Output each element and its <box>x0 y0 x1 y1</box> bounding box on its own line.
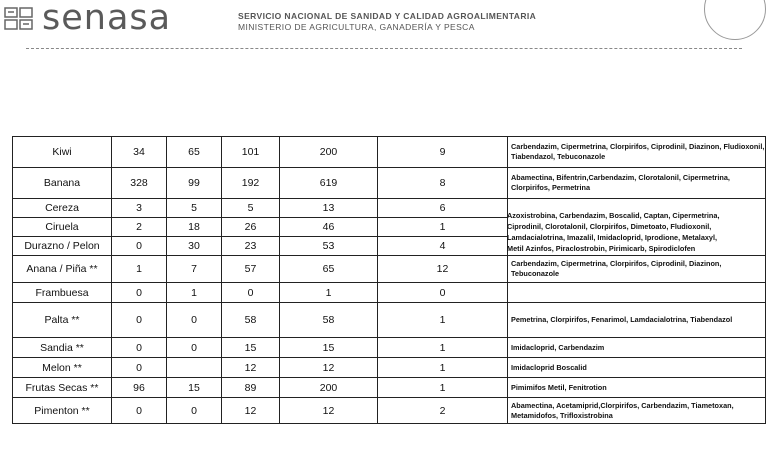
count-cell: 57 <box>222 256 280 283</box>
actives-count-cell: 9 <box>378 137 508 168</box>
total-cell: 12 <box>280 358 378 378</box>
actives-count-cell: 1 <box>378 378 508 398</box>
merged-actives-line: Metil Azinfos, Piraclostrobin, Pirimicarb, Spirodiclofen <box>507 244 696 253</box>
actives-count-cell: 12 <box>378 256 508 283</box>
actives-cell: Imidacloprid, Carbendazim <box>508 338 766 358</box>
agency-line-1: SERVICIO NACIONAL DE SANIDAD Y CALIDAD AGROALIMENTARIA <box>238 11 537 21</box>
merged-actives-line: Ciprodinil, Clorotalonil, Clorpirifos, Dimetoato, Fludioxonil, <box>507 222 712 231</box>
table-row <box>13 398 766 424</box>
count-cell: 192 <box>222 168 280 199</box>
count-cell: 34 <box>112 137 167 168</box>
actives-count-cell: 1 <box>378 218 508 237</box>
total-cell: 619 <box>280 168 378 199</box>
merged-actives-line: Lamdacialotrina, Imazalil, Imidacloprid, Iprodione, Metalaxyl, <box>507 233 718 242</box>
total-cell: 1 <box>280 283 378 303</box>
count-cell: 0 <box>112 237 167 256</box>
actives-cell: Carbendazim, Cipermetrina, Clorpirifos, Ciprodinil, Diazinon, Tebuconazole <box>508 256 766 283</box>
fruit-cell: Frambuesa <box>13 283 112 303</box>
count-cell: 96 <box>112 378 167 398</box>
fruit-cell: Anana / Piña ** <box>13 256 112 283</box>
total-cell: 53 <box>280 237 378 256</box>
page-header <box>0 0 770 60</box>
count-cell: 1 <box>167 283 222 303</box>
total-cell: 58 <box>280 303 378 338</box>
count-cell: 26 <box>222 218 280 237</box>
actives-count-cell: 1 <box>378 358 508 378</box>
count-cell: 99 <box>167 168 222 199</box>
actives-cell: Imidacloprid Boscalid <box>508 358 766 378</box>
table-row <box>13 137 766 168</box>
count-cell: 1 <box>112 256 167 283</box>
actives-cell: Pemetrina, Clorpirifos, Fenarimol, Lamdacialotrina, Tiabendazol <box>508 303 766 338</box>
count-cell: 0 <box>112 358 167 378</box>
actives-count-cell: 0 <box>378 283 508 303</box>
count-cell: 65 <box>167 137 222 168</box>
actives-count-cell: 2 <box>378 398 508 424</box>
count-cell: 0 <box>167 338 222 358</box>
table-row <box>13 168 766 199</box>
stamp-seal-icon <box>704 0 766 40</box>
count-cell: 15 <box>222 338 280 358</box>
agency-line-2: MINISTERIO DE AGRICULTURA, GANADERÍA Y PESCA <box>238 22 475 32</box>
fruit-cell: Sandia ** <box>13 338 112 358</box>
count-cell: 89 <box>222 378 280 398</box>
fruit-cell: Melon ** <box>13 358 112 378</box>
fruit-cell: Kiwi <box>13 137 112 168</box>
count-cell: 0 <box>222 283 280 303</box>
agency-name <box>238 11 536 33</box>
total-cell: 13 <box>280 199 378 218</box>
actives-cell: Pimimifos Metil, Fenitrotion <box>508 378 766 398</box>
count-cell: 30 <box>167 237 222 256</box>
header-divider <box>26 48 742 49</box>
count-cell: 58 <box>222 303 280 338</box>
count-cell: 12 <box>222 398 280 424</box>
actives-count-cell: 6 <box>378 199 508 218</box>
count-cell: 5 <box>167 199 222 218</box>
total-cell: 15 <box>280 338 378 358</box>
count-cell: 3 <box>112 199 167 218</box>
count-cell: 0 <box>112 303 167 338</box>
count-cell: 5 <box>222 199 280 218</box>
count-cell: 2 <box>112 218 167 237</box>
total-cell: 46 <box>280 218 378 237</box>
count-cell: 15 <box>167 378 222 398</box>
actives-cell: Abamectina, Acetamiprid,Clorpirifos, Carbendazim, Tiametoxan, Metamidofos, Trifloxistrobina <box>508 398 766 424</box>
total-cell: 200 <box>280 137 378 168</box>
total-cell: 200 <box>280 378 378 398</box>
count-cell: 0 <box>112 338 167 358</box>
actives-count-cell: 4 <box>378 237 508 256</box>
actives-count-cell: 1 <box>378 303 508 338</box>
merged-actives-line: Azoxistrobina, Carbendazim, Boscalid, Captan, Cipermetrina, <box>507 211 720 220</box>
actives-cell <box>508 283 766 303</box>
total-cell: 12 <box>280 398 378 424</box>
table-row <box>13 378 766 398</box>
fruit-cell: Cereza <box>13 199 112 218</box>
count-cell: 12 <box>222 358 280 378</box>
count-cell <box>167 358 222 378</box>
count-cell: 0 <box>167 398 222 424</box>
table-row <box>13 358 766 378</box>
total-cell: 65 <box>280 256 378 283</box>
fruit-cell: Frutas Secas ** <box>13 378 112 398</box>
count-cell: 328 <box>112 168 167 199</box>
logo-wordmark: senasa <box>42 0 172 38</box>
count-cell: 23 <box>222 237 280 256</box>
actives-count-cell: 1 <box>378 338 508 358</box>
count-cell: 0 <box>167 303 222 338</box>
fruit-cell: Ciruela <box>13 218 112 237</box>
fruit-cell: Palta ** <box>13 303 112 338</box>
fruit-cell: Banana <box>13 168 112 199</box>
count-cell: 18 <box>167 218 222 237</box>
count-cell: 7 <box>167 256 222 283</box>
actives-cell: Abamectina, Bifentrin,Carbendazim, Clorotalonil, Cipermetrina, Clorpirifos, Permetrina <box>508 168 766 199</box>
table-row <box>13 303 766 338</box>
count-cell: 0 <box>112 398 167 424</box>
actives-count-cell: 8 <box>378 168 508 199</box>
fruit-cell: Pimenton ** <box>13 398 112 424</box>
count-cell: 0 <box>112 283 167 303</box>
actives-cell: Carbendazim, Cipermetrina, Clorpirifos, Ciprodinil, Diazinon, Fludioxonil, Tiabendazol, Tebuconazole <box>508 137 766 168</box>
residue-table <box>12 136 766 424</box>
table-row <box>13 256 766 283</box>
fruit-cell: Durazno / Pelon <box>13 237 112 256</box>
count-cell: 101 <box>222 137 280 168</box>
table-row <box>13 283 766 303</box>
table-row <box>13 338 766 358</box>
senasa-logo-icon <box>4 6 34 32</box>
